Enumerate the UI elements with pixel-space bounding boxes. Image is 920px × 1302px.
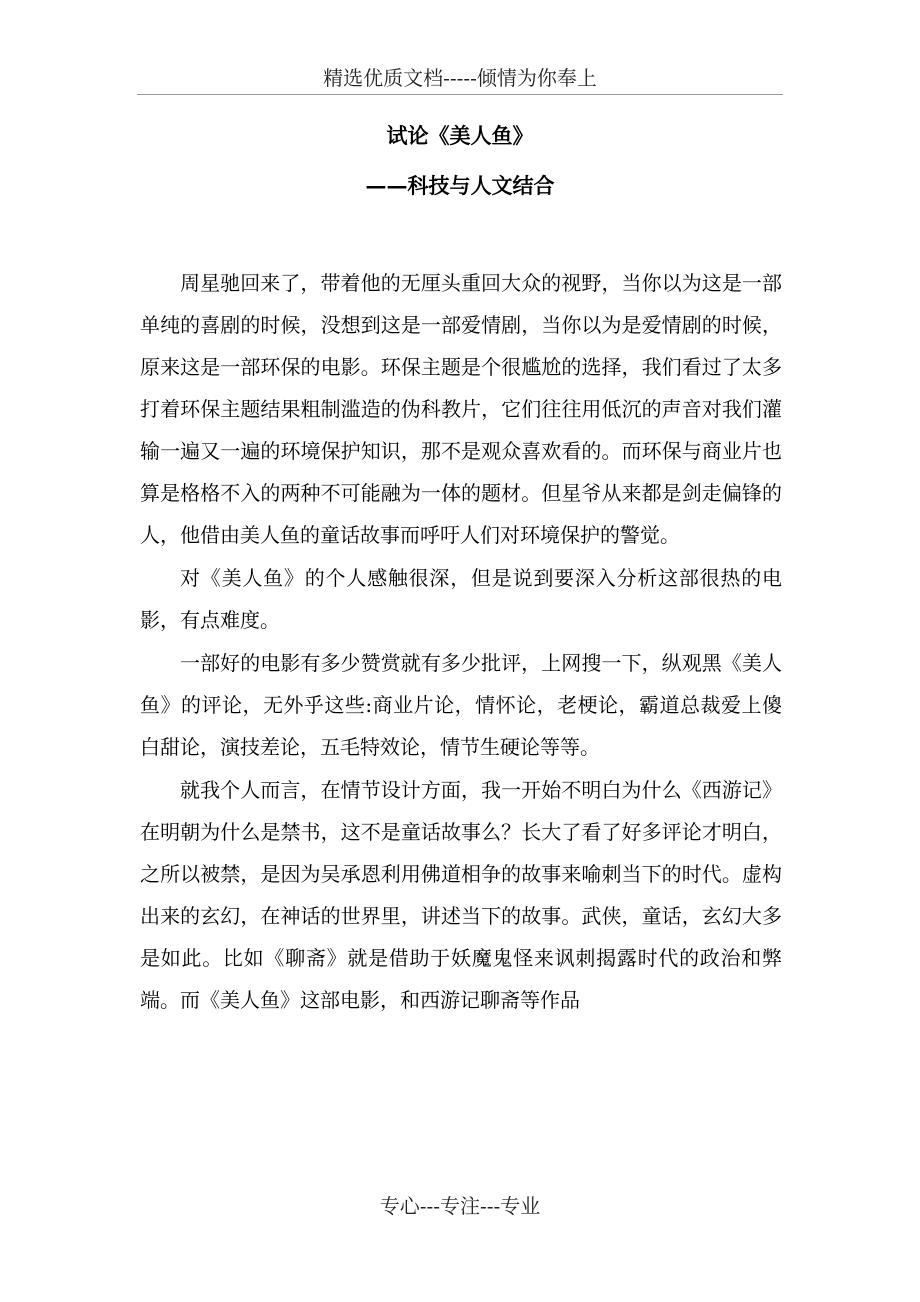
- paragraph: 对《美人鱼》的个人感触很深，但是说到要深入分析这部很热的电影，有点难度。: [140, 566, 782, 632]
- page-footer: 专心---专注---专业: [379, 1194, 541, 1218]
- paragraph: 就我个人而言，在情节设计方面，我一开始不明白为什么《西游记》在明朝为什么是禁书，这不是童话故事么？长大了看了好多评论才明白，之所以被禁，是因为吴承恩利用佛道相争的故事来喻刺当下的时代。虚构出来的玄幻，在神话的世界里，讲述当下的故事。武侠，童话，玄幻大多是如此。比如《聊斋》就是借助于妖魔鬼怪来讽刺揭露时代的政治和弊端。而《美人鱼》这部电影，和西游记聊斋等作品: [140, 778, 782, 1012]
- document-body: [140, 262, 782, 1022]
- document-title: 试论《美人鱼》: [386, 123, 534, 148]
- paragraph: 一部好的电影有多少赞赏就有多少批评，上网搜一下，纵观黑《美人鱼》的评论，无外乎这些:商业片论，情怀论，老梗论，霸道总裁爱上傻白甜论，演技差论，五毛特效论，情节生硬论等等。: [140, 651, 782, 759]
- paragraph: 周星驰回来了，带着他的无厘头重回大众的视野，当你以为这是一部单纯的喜剧的时候，没想到这是一部爱情剧，当你以为是爱情剧的时候，原来这是一部环保的电影。环保主题是个很尴尬的选择，我们看过了太多打着环保主题结果粗制滥造的伪科教片，它们往往用低沉的声音对我们灌输一遍又一遍的环境保护知识，那不是观众喜欢看的。而环保与商业片也算是格格不入的两种不可能融为一体的题材。但星爷从来都是剑走偏锋的人，他借由美人鱼的童话故事而呼吁人们对环境保护的警觉。: [140, 271, 782, 547]
- page-header: 精选优质文档-----倾情为你奉上: [137, 64, 783, 95]
- document-subtitle: ——科技与人文结合: [365, 173, 555, 198]
